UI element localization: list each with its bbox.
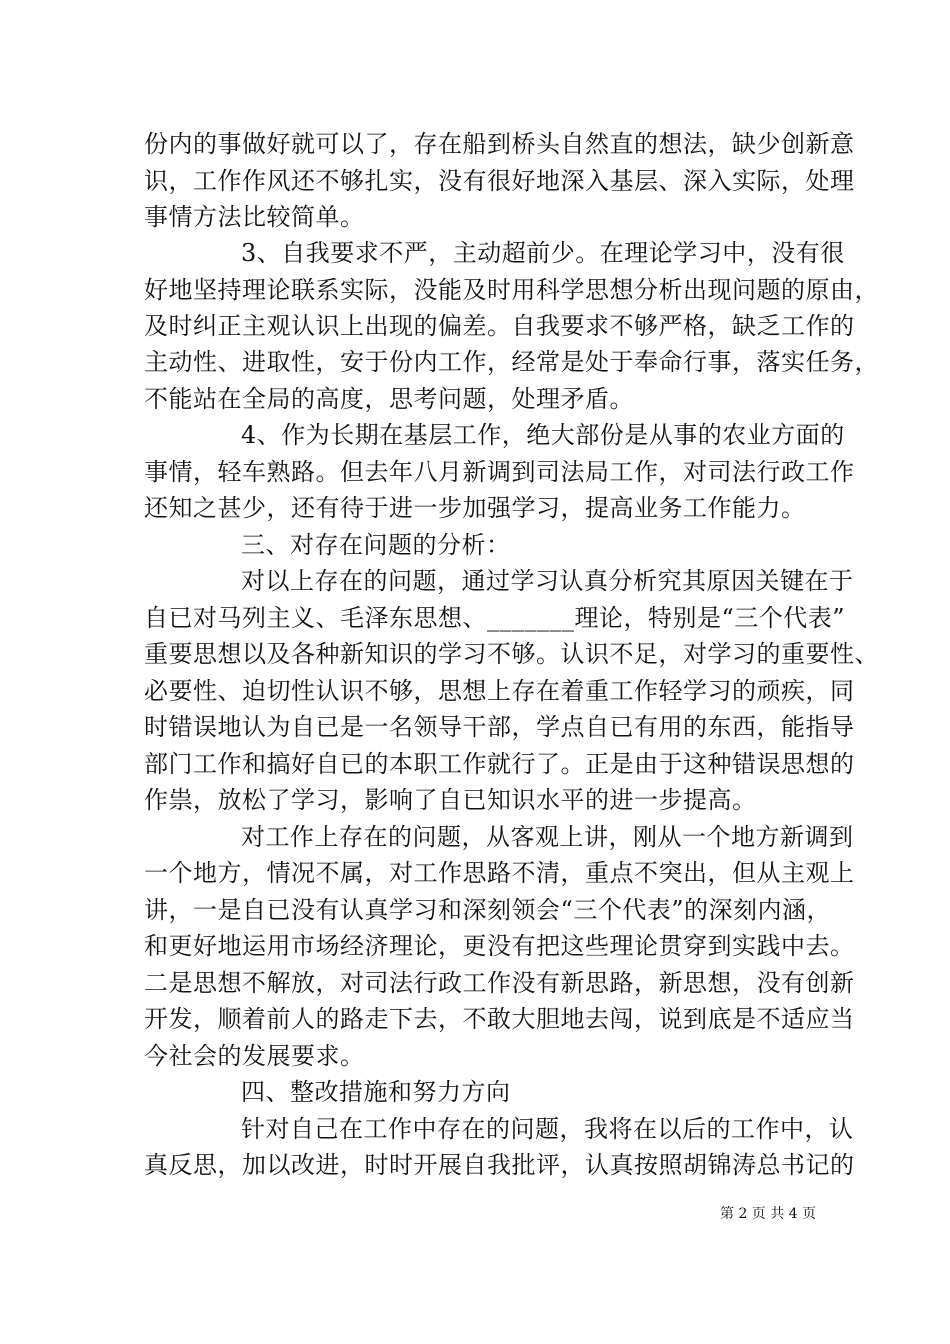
text-line: 3、自我要求不严，主动超前少。在理论学习中，没有很: [241, 239, 845, 267]
text-line: 开发，顺着前人的路走下去，不敢大胆地去闯，说到底是不适应当: [144, 1005, 855, 1033]
text-line: 不能站在全局的高度，思考问题，处理矛盾。: [144, 385, 634, 413]
text-line: 作祟，放松了学习，影响了自已知识水平的进一步提高。: [144, 786, 757, 814]
text-line: 必要性、迫切性认识不够，思想上存在着重工作轻学习的顽疾，同: [144, 677, 855, 705]
text-line: 份内的事做好就可以了，存在船到桥头自然直的想法，缺少创新意: [144, 130, 855, 158]
text-line: 和更好地运用市场经济理论，更没有把这些理论贯穿到实践中去。: [144, 932, 855, 960]
section-heading: 三、对存在问题的分析：: [241, 531, 511, 559]
text-line: 4、作为长期在基层工作，绝大部份是从事的农业方面的: [241, 421, 845, 449]
text-line: 对以上存在的问题，通过学习认真分析究其原因关键在于: [241, 567, 854, 595]
text-line: 针对自己在工作中存在的问题，我将在以后的工作中，认: [241, 1115, 854, 1143]
text-line: 真反思，加以改进，时时开展自我批评，认真按照胡锦涛总书记的: [144, 1151, 855, 1179]
page-number-footer: 第 2 页 共 4 页: [720, 1206, 817, 1222]
text-line: 主动性、进取性，安于份内工作，经常是处于奉命行事，落实任务，: [144, 348, 879, 376]
text-line: 部门工作和搞好自已的本职工作就行了。正是由于这种错误思想的: [144, 750, 855, 778]
text-line: 一个地方，情况不属，对工作思路不清，重点不突出，但从主观上: [144, 859, 855, 887]
text-line: 事情方法比较简单。: [144, 203, 365, 231]
text-line: 事情，轻车熟路。但去年八月新调到司法局工作，对司法行政工作: [144, 458, 855, 486]
text-line: 好地坚持理论联系实际，没能及时用科学思想分析出现问题的原由，: [144, 276, 879, 304]
text-line: 识，工作作风还不够扎实，没有很好地深入基层、深入实际，处理: [144, 167, 855, 195]
section-heading: 四、整改措施和努力方向: [241, 1078, 511, 1106]
text-line: 二是思想不解放，对司法行政工作没有新思路，新思想，没有创新: [144, 969, 855, 997]
text-line: 及时纠正主观认识上出现的偏差。自我要求不够严格，缺乏工作的: [144, 312, 855, 340]
text-line: 讲，一是自已没有认真学习和深刻领会“三个代表”的深刻内涵，: [144, 896, 832, 924]
text-line: 时错误地认为自已是一名领导干部，学点自已有用的东西，能指导: [144, 713, 855, 741]
text-line: 还知之甚少，还有待于进一步加强学习，提高业务工作能力。: [144, 494, 806, 522]
text-line: 对工作上存在的问题，从客观上讲，刚从一个地方新调到: [241, 823, 854, 851]
text-line: 今社会的发展要求。: [144, 1042, 365, 1070]
text-line: 重要思想以及各种新知识的学习不够。认识不足，对学习的重要性、: [144, 640, 879, 668]
text-line: 自已对马列主义、毛泽东思想、_______理论，特别是“三个代表”: [144, 604, 846, 632]
